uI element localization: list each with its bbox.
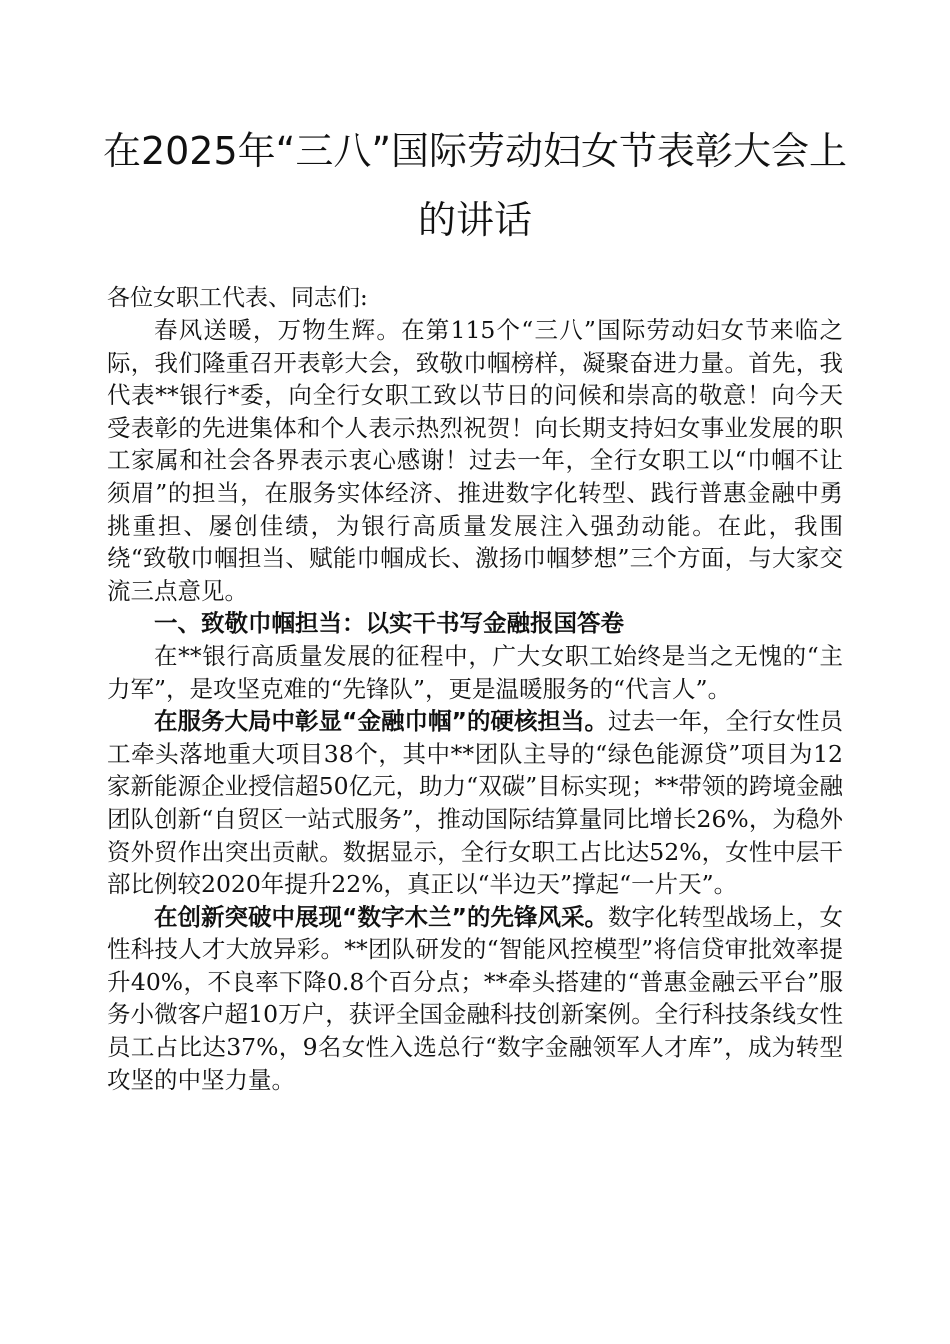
paragraph-finance (107, 705, 843, 901)
paragraph-lead: 在服务大局中彰显“金融巾帼”的硬核担当。 (154, 707, 608, 736)
paragraph-digital (107, 901, 843, 1097)
salutation: 各位女职工代表、同志们: (107, 285, 368, 311)
section-intro-paragraph: 在**银行高质量发展的征程中，广大女职工始终是当之无愧的“主力军”，是攻坚克难的“先锋队”，更是温暖服务的“代言人”。 (107, 641, 843, 703)
document-title-line-1: 在2025年“三八”国际劳动妇女节表彰大会上 (102, 129, 848, 173)
document-title-line-2: 的讲话 (417, 198, 532, 242)
intro-paragraph: 春风送暖，万物生辉。在第115个“三八”国际劳动妇女节来临之际，我们隆重召开表彰大会，致敬巾帼榜样，凝聚奋进力量。首先，我代表**银行*委，向全行女职工致以节日的问候和崇高的敬意！向今天受表彰的先进集体和个人表示热烈祝贺！向长期支持妇女事业发展的职工家属和社会各界表示衷心感谢！过去一年，全行女职工以“巾帼不让须眉”的担当，在服务实体经济、推进数字化转型、践行普惠金融中勇挑重担、屡创佳绩，为银行高质量发展注入强劲动能。在此，我围绕“致敬巾帼担当、赋能巾帼成长、激扬巾帼梦想”三个方面，与大家交流三点意见。 (107, 316, 843, 605)
paragraph-lead: 在创新突破中展现“数字木兰”的先锋风采。 (154, 902, 608, 931)
document-body (107, 314, 843, 1096)
section-heading: 一、致敬巾帼担当：以实干书写金融报国答卷 (154, 609, 624, 638)
paragraph-text: 过去一年，全行女性员工牵头落地重大项目38个，其中**团队主导的“绿色能源贷”项目为12家新能源企业授信超50亿元，助力“双碳”目标实现；**带领的跨境金融团队创新“自贸区一站式服务”，推动国际结算量同比增长26%，为稳外资外贸作出突出贡献。数据显示，全行女职工占比达52%，女性中层干部比例较2020年提升22%，真正以“半边天”撑起“一片天”。 (107, 707, 844, 899)
paragraph-text: 数字化转型战场上，女性科技人才大放异彩。**团队研发的“智能风控模型”将信贷审批效率提升40%，不良率下降0.8个百分点；**牵头搭建的“普惠金融云平台”服务小微客户超10万户，获评全国金融科技创新案例。全行科技条线女性员工占比达37%，9名女性入选总行“数字金融领军人才库”，成为转型攻坚的中坚力量。 (107, 902, 844, 1094)
